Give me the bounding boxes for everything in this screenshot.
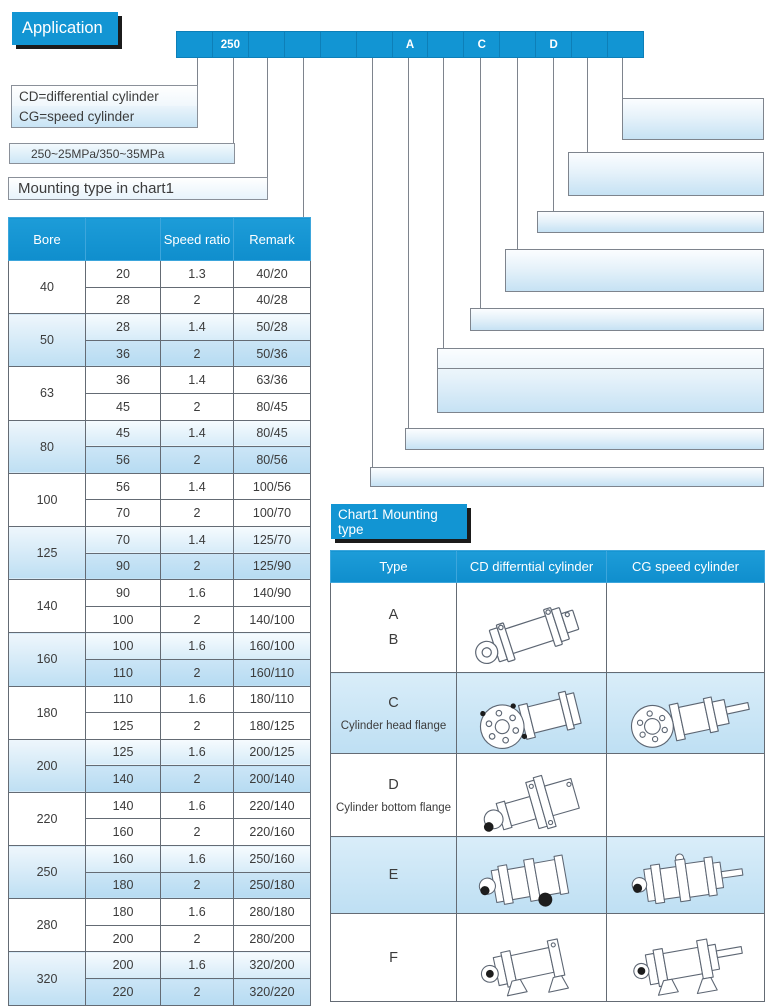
application-title-button: Application [12, 12, 118, 45]
clevis-cylinder-drawing [463, 585, 601, 671]
remark-value: 220/160 [234, 819, 311, 846]
connector-line [517, 58, 518, 249]
speed-ratio-value: 1.6 [161, 633, 234, 660]
mounting-row-ab [331, 583, 765, 673]
type-label-f: F [389, 949, 398, 966]
type-sub-d: Cylinder bottom flange [335, 801, 452, 814]
foot-mount-cylinder-drawing [463, 916, 601, 1000]
speed-ratio-value: 2 [161, 713, 234, 740]
speed-ratio-value: 2 [161, 447, 234, 474]
bore-table-row [9, 846, 311, 873]
code-option-box [405, 428, 764, 450]
bore-value: 50 [9, 314, 86, 367]
connector-line [553, 58, 554, 211]
code-segment-empty [572, 32, 608, 57]
speed-ratio-value: 1.4 [161, 314, 234, 341]
trunnion-cylinder-rod-drawing [611, 838, 761, 912]
speed-ratio-value: 1.6 [161, 686, 234, 713]
code-segment-A: A [393, 32, 429, 57]
speed-ratio-value: 2 [161, 287, 234, 314]
mounting-row-d [331, 754, 765, 837]
remark-value: 320/200 [234, 952, 311, 979]
type-header: Type [331, 551, 457, 583]
code-option-box [437, 348, 764, 413]
rod-diameter-value: 70 [86, 500, 161, 527]
remark-value: 80/56 [234, 447, 311, 474]
rod-diameter-value: 140 [86, 766, 161, 793]
connector-line [408, 58, 409, 428]
foot-mount-cylinder-rod-drawing [611, 916, 761, 1000]
rod-diameter-value: 56 [86, 447, 161, 474]
chart1-title-button: Chart1 Mounting type [331, 504, 467, 539]
remark-value: 320/220 [234, 979, 311, 1006]
trunnion-cylinder-drawing [463, 838, 601, 912]
rod-diameter-value: 110 [86, 659, 161, 686]
option-box-divider [438, 368, 763, 369]
type-sub-c: Cylinder head flange [340, 719, 447, 732]
rod-diameter-value: 45 [86, 393, 161, 420]
bore-value: 250 [9, 846, 86, 899]
type-label-d: D [388, 776, 399, 793]
speed-ratio-value: 1.6 [161, 792, 234, 819]
bore-value: 320 [9, 952, 86, 1005]
bore-value: 220 [9, 792, 86, 845]
connector-line [480, 58, 481, 308]
rod-diameter-value: 70 [86, 526, 161, 553]
bore-value: 63 [9, 367, 86, 420]
type-cell-d [331, 754, 457, 837]
cd-column-header: CD differntial cylinder [457, 551, 607, 583]
head-flange-cylinder-rod-drawing [611, 673, 761, 753]
empty-header [86, 218, 161, 261]
remark-value: 200/140 [234, 766, 311, 793]
label-cd-differential: CD=differential cylinder [11, 85, 198, 107]
rod-diameter-value: 180 [86, 899, 161, 926]
cg-cell-e [607, 837, 765, 914]
rod-diameter-value: 36 [86, 340, 161, 367]
mounting-row-f [331, 914, 765, 1002]
remark-value: 100/56 [234, 473, 311, 500]
remark-value: 50/28 [234, 314, 311, 341]
cd-cell-ab [457, 583, 607, 673]
rod-diameter-value: 36 [86, 367, 161, 394]
connector-line [233, 58, 234, 143]
remark-value: 80/45 [234, 393, 311, 420]
connector-line [197, 58, 198, 85]
speed-ratio-value: 1.6 [161, 580, 234, 607]
remark-value: 40/20 [234, 261, 311, 288]
bore-value: 40 [9, 261, 86, 314]
bore-value: 140 [9, 580, 86, 633]
bore-table-row [9, 367, 311, 394]
bore-table-body [9, 261, 311, 1006]
code-segment-empty [285, 32, 321, 57]
code-segment-250: 250 [213, 32, 249, 57]
bore-value: 100 [9, 473, 86, 526]
bore-table-row [9, 899, 311, 926]
type-cell-e [331, 837, 457, 914]
code-segment-empty [357, 32, 393, 57]
remark-header: Remark [234, 218, 311, 261]
code-option-box [470, 308, 764, 331]
code-segment-D: D [536, 32, 572, 57]
rod-diameter-value: 200 [86, 925, 161, 952]
mounting-row-c [331, 673, 765, 754]
code-option-box [568, 152, 764, 196]
rod-diameter-value: 200 [86, 952, 161, 979]
cg-cell-d-empty [607, 754, 765, 837]
rod-diameter-value: 220 [86, 979, 161, 1006]
cg-cell-f [607, 914, 765, 1002]
speed-ratio-value: 2 [161, 393, 234, 420]
remark-value: 180/110 [234, 686, 311, 713]
type-label-a: A [388, 607, 399, 623]
type-cell-c [331, 673, 457, 754]
cd-cell-d [457, 754, 607, 837]
speed-ratio-value: 2 [161, 766, 234, 793]
model-code-bar [176, 31, 644, 58]
label-mounting-type: Mounting type in chart1 [8, 177, 268, 200]
speed-ratio-value: 1.6 [161, 899, 234, 926]
bore-table-header-row [9, 218, 311, 261]
remark-value: 280/200 [234, 925, 311, 952]
remark-value: 80/45 [234, 420, 311, 447]
speed-ratio-value: 1.4 [161, 367, 234, 394]
code-segment-empty [321, 32, 357, 57]
bore-value: 280 [9, 899, 86, 952]
bore-table-row [9, 792, 311, 819]
bore-table-row [9, 314, 311, 341]
bore-table [8, 217, 311, 1006]
cg-column-header: CG speed cylinder [607, 551, 765, 583]
type-label-e: E [388, 867, 399, 883]
connector-line [267, 58, 268, 177]
bore-table-row [9, 633, 311, 660]
rod-diameter-value: 56 [86, 473, 161, 500]
type-label-c: C [388, 694, 399, 711]
bottom-flange-cylinder-drawing [463, 754, 601, 836]
cd-cell-c [457, 673, 607, 754]
code-segment-empty [500, 32, 536, 57]
connector-line [443, 58, 444, 348]
connector-line [587, 58, 588, 152]
speed-ratio-value: 2 [161, 925, 234, 952]
speed-ratio-value: 2 [161, 606, 234, 633]
rod-diameter-value: 140 [86, 792, 161, 819]
rod-diameter-value: 125 [86, 739, 161, 766]
bore-table-row [9, 261, 311, 288]
code-option-box [537, 211, 764, 233]
label-pressure-rating: 250~25MPa/350~35MPa [9, 143, 235, 164]
connector-line [622, 58, 623, 98]
bore-value: 200 [9, 739, 86, 792]
bore-value: 125 [9, 526, 86, 579]
speed-ratio-value: 2 [161, 819, 234, 846]
code-segment-empty [428, 32, 464, 57]
rod-diameter-value: 20 [86, 261, 161, 288]
remark-value: 140/100 [234, 606, 311, 633]
speed-ratio-value: 2 [161, 659, 234, 686]
bore-table-row [9, 739, 311, 766]
rod-diameter-value: 90 [86, 580, 161, 607]
remark-value: 280/180 [234, 899, 311, 926]
connector-line [303, 58, 304, 217]
cd-cell-e [457, 837, 607, 914]
speed-ratio-value: 1.6 [161, 846, 234, 873]
code-option-box [622, 98, 764, 140]
remark-value: 250/160 [234, 846, 311, 873]
remark-value: 200/125 [234, 739, 311, 766]
head-flange-cylinder-drawing [463, 673, 601, 753]
remark-value: 140/90 [234, 580, 311, 607]
mounting-type-table [330, 550, 765, 1002]
speed-ratio-value: 1.4 [161, 473, 234, 500]
rod-diameter-value: 160 [86, 846, 161, 873]
rod-diameter-value: 90 [86, 553, 161, 580]
remark-value: 63/36 [234, 367, 311, 394]
remark-value: 220/140 [234, 792, 311, 819]
code-segment-empty [177, 32, 213, 57]
code-segment-empty [608, 32, 643, 57]
remark-value: 160/110 [234, 659, 311, 686]
type-label-b: B [388, 632, 399, 648]
remark-value: 40/28 [234, 287, 311, 314]
rod-diameter-value: 160 [86, 819, 161, 846]
remark-value: 125/90 [234, 553, 311, 580]
cd-cell-f [457, 914, 607, 1002]
bore-table-row [9, 526, 311, 553]
bore-table-row [9, 952, 311, 979]
speed-ratio-value: 2 [161, 340, 234, 367]
remark-value: 125/70 [234, 526, 311, 553]
speed-ratio-value: 2 [161, 872, 234, 899]
rod-diameter-value: 110 [86, 686, 161, 713]
speed-ratio-header: Speed ratio [161, 218, 234, 261]
rod-diameter-value: 28 [86, 314, 161, 341]
cg-cell-c [607, 673, 765, 754]
speed-ratio-value: 1.3 [161, 261, 234, 288]
bore-header: Bore [9, 218, 86, 261]
bore-value: 160 [9, 633, 86, 686]
speed-ratio-value: 1.4 [161, 420, 234, 447]
code-segment-empty [249, 32, 285, 57]
bore-table-row [9, 580, 311, 607]
rod-diameter-value: 100 [86, 606, 161, 633]
speed-ratio-value: 2 [161, 500, 234, 527]
remark-value: 50/36 [234, 340, 311, 367]
speed-ratio-value: 1.4 [161, 526, 234, 553]
speed-ratio-value: 2 [161, 553, 234, 580]
remark-value: 100/70 [234, 500, 311, 527]
speed-ratio-value: 1.6 [161, 739, 234, 766]
cg-cell-ab-empty [607, 583, 765, 673]
connector-line [372, 58, 373, 467]
rod-diameter-value: 28 [86, 287, 161, 314]
bore-table-row [9, 420, 311, 447]
bore-table-row [9, 686, 311, 713]
bore-value: 80 [9, 420, 86, 473]
bore-value: 180 [9, 686, 86, 739]
remark-value: 180/125 [234, 713, 311, 740]
speed-ratio-value: 2 [161, 979, 234, 1006]
rod-diameter-value: 100 [86, 633, 161, 660]
code-option-box [505, 249, 764, 292]
label-cg-speed: CG=speed cylinder [11, 106, 198, 128]
remark-value: 250/180 [234, 872, 311, 899]
mounting-header-row [331, 551, 765, 583]
rod-diameter-value: 45 [86, 420, 161, 447]
rod-diameter-value: 180 [86, 872, 161, 899]
rod-diameter-value: 125 [86, 713, 161, 740]
code-segment-C: C [464, 32, 500, 57]
speed-ratio-value: 1.6 [161, 952, 234, 979]
mounting-row-e [331, 837, 765, 914]
type-cell-f [331, 914, 457, 1002]
code-option-box [370, 467, 764, 487]
bore-table-row [9, 473, 311, 500]
remark-value: 160/100 [234, 633, 311, 660]
type-cell-ab [331, 583, 457, 673]
